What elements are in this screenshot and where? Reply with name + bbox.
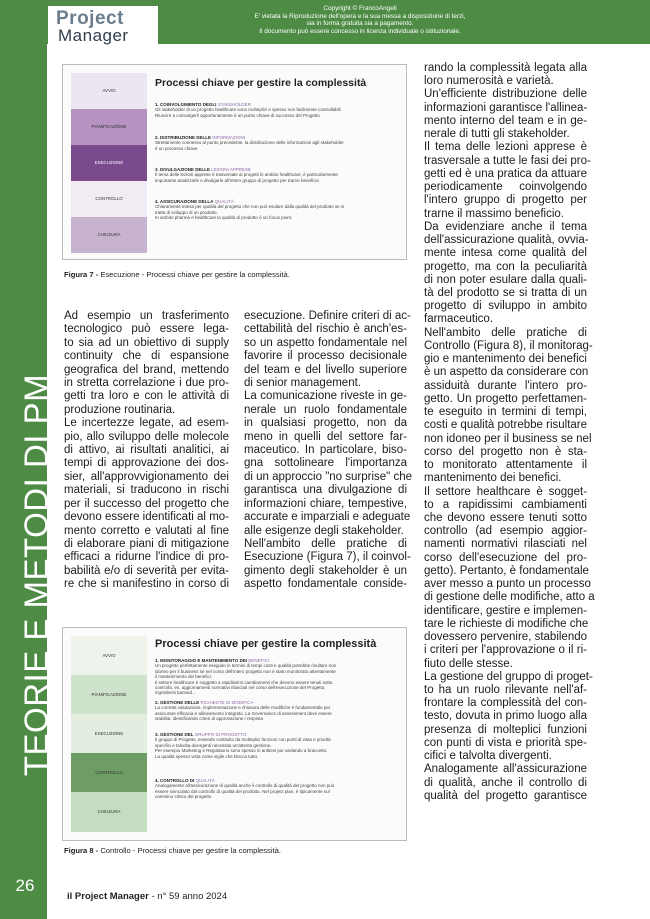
text-line: mente intesa come qualità del [424,247,587,260]
text-line: Il tema delle lezioni apprese è [424,141,587,154]
text-line: Ad esempio un trasferimento [64,310,229,322]
text-line: qualità del progetto garantisce [424,789,587,802]
figure-section: 1. COINVOLGIMENTO DEGLI STAKEHOLDER Gli stakeholder di un progetto healthcare sono molteplici e spesso non facilmente controllabili Riuscire a coinvolgerli opportunamente è un punto chiave di successo del Progetto [155,102,341,118]
text-line: materiali, si traducono in rischi [64,484,229,497]
text-line: con punti di vista e priorità spe- [424,736,587,749]
text-line: aver messo a punto un processo [424,578,591,591]
text-line: Controllo (Figura 8), il monitorag- [424,339,593,352]
copyright-notice [170,5,550,35]
phase-pianificazione: PIANIFICAZIONE [71,109,147,145]
phase-pianificazione: PIANIFICAZIONE [71,675,147,714]
figure-section: 3. DIVULGAZIONE DELLE LEZIONI APPRESE Il tema delle lezioni apprese è trasversale ai progetti in ambito healthcare, è particolarmente importante analizzarle e divulgarle all'intero gruppo di progetto per trarne beneficio [155,167,338,183]
phase-stack [71,636,147,832]
text-line: nerale un ruolo fondamentale [244,403,407,416]
text-line: tecnologico può essere lega- [64,323,229,336]
phase-chiusura: CHIUSURA [71,792,147,832]
text-line: dell'assicurazione qualità, ovvia- [424,234,589,247]
figure-7 [62,64,407,260]
text-line: di non poter esulare dalla quali- [424,273,587,286]
text-line: Un'efficiente distribuzione delle [424,88,587,101]
text-line: per il successo del progetto che [64,497,229,510]
text-line: gio e mantenimento dei benefici [424,353,587,366]
text-line: presenza di molteplici funzioni [424,723,587,736]
text-line: identificare, gestire e implemen- [424,604,587,617]
page-number: 26 [15,876,35,895]
text-line: to sia ad un obiettivo di supply [64,336,229,349]
text-line: devono essere identificati al mo- [64,511,229,524]
text-line: mento interno del team e in ge- [424,114,587,127]
text-line: pio, allo sviluppo delle molecole [64,430,229,443]
text-line: di elaborare piani di mitigazione [64,537,229,550]
text-line: Le incertezze legate, ad esem- [64,417,229,430]
text-line: di qualità, anche il controllo di [424,776,587,789]
text-line: frontare la complessità del con- [424,697,587,710]
text-line: getto). Pertanto, è fondamentale [424,564,589,577]
copyright-line: sia in forma gratuita sia a pagamento. [306,20,414,28]
figure-section: 4. CONTROLLO DI QUALITÀ Analogamente all'assicurazione di qualità anche il controllo di qualità del progetto non può essere svincolato dal controllo di qualità del prodotto. Nel project plan, è tipicamente sul cammino critico del progetto. [155,778,335,800]
page-footer [67,891,227,902]
text-line: trasversale a tutte le fasi dei pro- [424,154,591,167]
phase-stack [71,73,147,253]
text-line: cifici e talvolta divergenti. [424,750,552,763]
text-line: tempi di approvazione dei dos- [64,457,229,470]
text-line: i criteri per l'approvazione o il ri- [424,644,587,657]
figure-section: 1. MONITORAGGIO E MANTENIMENTO DEI BENEFICI Un progetto perfettamente eseguito in termini di tempi costi e qualità potrebbe risultare non idoneo per il business se nel corso dell'intero progetto non è stato monitorato attentamente il mantenimento dei benefici. Il settore healthcare è soggetto a rapidissimi cambiamenti che devono essere tenuti sotto controllo, es. aggiornamenti normativi rilasciati nel corso dell'esecuzione del Progetto, ingredienti banned... [155,658,337,696]
text-line: favorire il processo decisionale [244,350,407,363]
text-line: farmaceutico. [424,313,494,326]
text-line: re che si manifestino in corso di [64,578,229,591]
text-line: Esecuzione (Figura 7), il coinvol- [244,551,411,564]
figure-section: 2. GESTIONE DELLE RICHIESTE DI MODIFICA La corretta valutazione, implementazione e chiusura delle modifiche è fondamentale per assicurare efficacia e allineamento integrato. La Governance di assessment deve essere stabilita, identificando criteri di approvazione / respinta [155,700,332,722]
logo-line1: Project [56,8,124,29]
text-line: aspetto fondamentale conside- [244,578,407,591]
text-line: assiduità durante l'intero pro- [424,379,587,392]
magazine-logo [48,6,158,48]
text-line: babilità e/o di severità per evita- [64,564,229,577]
text-line: rando la complessità legata alla [424,62,587,74]
text-line: Analogamente all'assicurazione [424,763,587,776]
text-line: efficaci a ridurne l'indice di pro- [64,551,229,564]
section-title: TEORIE E METODI DI PM [17,373,55,777]
text-line: fiuto delle stesse. [424,657,513,670]
text-line: maceutico. In particolare, biso- [244,444,407,457]
text-line: to monitorato attentamente il [424,459,587,472]
text-line: mento corretto e valutati al fine [64,524,229,537]
figure-section: 4. ASSICURAZIONE DELLA QUALITÀ Chiaramente intesa per qualità del progetto che non può esulare dalla qualità del prodotto se si tratta di sviluppo di un prodotto. In ambito pharma e healthcare la qualità di prodotto è un focus point. [155,199,345,221]
text-line: accurate e imparziali e adeguate [244,511,411,524]
text-column-2 [244,310,412,592]
text-line: to ha un ruolo rilevante nell'af- [424,684,587,697]
phase-controllo: CONTROLLO [71,181,147,217]
phase-esecuzione: ESECUZIONE [71,714,147,753]
text-line: getti tra loro e con le attività di [64,390,229,403]
text-line: esecuzione. Definire criteri di ac- [244,310,411,322]
text-line: corso dell'esecuzione del pro- [424,551,587,564]
text-line: mantenimento dei benefici. [424,472,562,485]
phase-controllo: CONTROLLO [71,753,147,792]
text-line: tare le richieste di modifiche che [424,617,589,630]
figure-7-caption: Figura 7 - Esecuzione - Processi chiave per gestire la complessità. [64,270,290,279]
text-column-3 [424,62,595,803]
text-line: di gestione delle modifiche, atto a [424,591,595,604]
text-line: informazioni chiare, tempestive, [244,497,407,510]
figure-section: 3. GESTIONE DEL GRUPPO DI PROGETTO Il gruppo di Progetto, essendo costituito da molteplici funzioni con punti di vista e priorità specifici e talvolta divergenti necessita un'attenta gestione. Per esempio Marketing e Regolatorio sono spesso in antitesi pur andando a braccetto. La qualità spesso vista come vigile che blocca tutto. [155,732,331,759]
text-line: controllo (ad esempio aggior- [424,525,587,538]
text-line: periodicamente coinvolgendo [424,181,587,194]
magazine-name: il Project Manager [67,891,149,902]
text-line: namenti normativi rilasciati nel [424,538,587,551]
logo-line2: Manager [58,26,129,45]
text-line: loro numerosità e varietà. [424,75,554,88]
text-line: to a rapidissimi cambiamenti [424,498,587,511]
phase-avvio: AVVIO [71,73,147,109]
phase-avvio: AVVIO [71,636,147,675]
text-line: getto. Un progetto perfettamen- [424,392,587,405]
text-line: dovessero pervenire, stabilendo [424,631,588,644]
issue-info: - n° 59 anno 2024 [151,891,228,902]
text-line: trarne il massimo beneficio. [424,207,564,220]
text-line: geografica del brand, mettendo [64,363,229,376]
text-line: continuity che di espansione [64,350,229,363]
phase-chiusura: CHIUSURA [71,217,147,253]
text-line: costi e qualità potrebbe risultare [424,419,588,432]
text-line: cettabilità del rischio è anch'es- [244,323,407,336]
text-line: di senior management. [244,377,361,390]
figure-title: Processi chiave per gestire la complessità [155,638,377,650]
text-line: meno in quelli del settore far- [244,430,407,443]
text-line: garantisca una divulgazione di [244,484,407,497]
text-line: informazioni garantisce l'allinea- [424,101,588,114]
text-line: che devono essere tenuti sotto [424,511,587,524]
copyright-line: Copyright © FrancoAngeli [323,5,397,12]
text-line: l'intero gruppo di progetto per [424,194,587,207]
text-line: te eseguito in termini di tempi, [424,406,587,419]
text-line: progetto di sviluppo in ambito [424,300,587,313]
text-line: del team e del livello superiore [244,363,407,376]
text-line: in qualsiasi progetto, non da [244,417,407,430]
text-line: testo, dovuta in primo luogo alla [424,710,587,723]
text-line: in stretta correlazione i due pro- [64,377,229,390]
text-line: gimento degli stakeholder è un [244,564,407,577]
text-column-1 [64,310,229,592]
text-line: Il settore healthcare è sogget- [424,485,587,498]
text-line: di un approccio "no surprise" che [244,470,412,483]
figure-title: Processi chiave per gestire la complessità [155,77,367,89]
text-line: tà del prodotto se si tratta di un [424,286,587,299]
text-line: Nell'ambito delle pratiche di [424,326,587,339]
text-line: so un aspetto fondamentale nel [244,336,407,349]
copyright-line: E' vietata la Riproduzione dell'opera e la sua messa a disposizione di terzi, [254,12,466,20]
text-line: getti ed è una pratica da attuare [424,167,587,180]
text-line: Da evidenziare anche il tema [424,220,587,233]
text-line: produzione routinaria. [64,403,176,416]
text-line: progetto, ma con la peculiarità [424,260,587,273]
text-line: corso del progetto non è sta- [424,445,587,458]
text-line: La gestione del gruppo di proget- [424,670,593,683]
text-line: sier, all'approvvigionamento dei [64,470,229,483]
text-line: alle esigenze degli stakeholder. [244,524,404,537]
text-line: Nell'ambito delle pratiche di [244,537,407,550]
text-line: nerale di tutti gli stakeholder. [424,128,570,141]
text-line: di attivo, ai risultati analitici, ai [64,444,229,457]
figure-8-caption: Figura 8 - Controllo - Processi chiave per gestire la complessità. [64,846,281,855]
text-line: La comunicazione riveste in ge- [244,390,407,403]
phase-esecuzione: ESECUZIONE [71,145,147,181]
figure-section: 2. DISTRIBUZIONE DELLE INFORMAZIONI Strettamente connesso al punto precedente, la distribuzione delle informazioni agli stakeholder è un processo chiave [155,135,344,151]
text-line: è un aspetto da considerare con [424,366,589,379]
text-line: gna sottolineare l'importanza [244,457,407,470]
text-line: non idoneo per il business se nel [424,432,592,445]
copyright-line: Il documento può essere concesso in licenza individuale o istituzionale. [259,27,461,35]
figure-8 [62,627,407,841]
